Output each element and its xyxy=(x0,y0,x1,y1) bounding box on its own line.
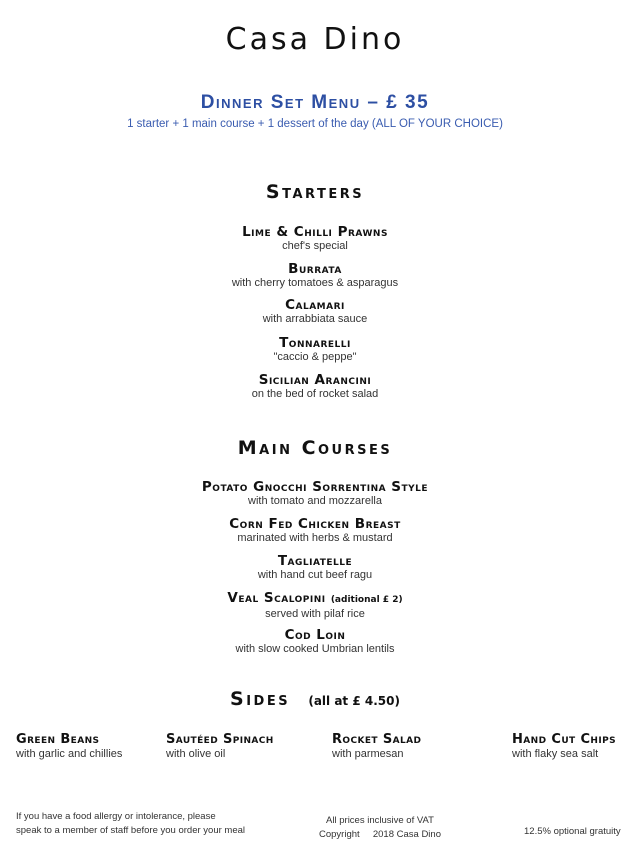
side-description: with flaky sea salt xyxy=(512,748,599,760)
item-name: Calamari xyxy=(285,297,345,313)
side-description: with parmesan xyxy=(332,748,404,760)
menu-item xyxy=(0,479,630,516)
side-name: Green Beans xyxy=(16,732,100,747)
item-description: with cherry tomatoes & asparagus xyxy=(231,277,399,289)
item-description: marinated with herbs & mustard xyxy=(237,532,393,544)
mains-list xyxy=(0,479,630,664)
item-description: with tomato and mozzarella xyxy=(248,495,382,507)
item-name: Lime & Chilli Prawns xyxy=(242,224,388,240)
sides-price-note: (all at £ 4.50) xyxy=(308,694,400,708)
vat-copyright xyxy=(300,814,460,842)
item-description: on the bed of rocket salad xyxy=(251,388,379,400)
item-price-note: (aditional £ 2) xyxy=(330,595,403,605)
item-name: Sicilian Arancini xyxy=(258,372,372,388)
item-name: Potato Gnocchi Sorrentina Style xyxy=(201,479,429,495)
side-item xyxy=(166,732,274,761)
allergy-line-2: speak to a member of staff before you order your meal xyxy=(16,825,245,836)
item-description: chef's special xyxy=(282,240,348,252)
item-description: with slow cooked Umbrian lentils xyxy=(235,643,395,655)
sides-heading xyxy=(0,688,630,710)
item-name: Corn Fed Chicken Breast xyxy=(229,516,401,532)
item-description: "caccio & peppe" xyxy=(273,351,357,363)
menu-item xyxy=(0,335,630,372)
sides-title: Sides xyxy=(230,688,291,710)
item-description: served with pilaf rice xyxy=(265,608,365,620)
restaurant-name: Casa Dino xyxy=(225,22,405,57)
side-name: Rocket Salad xyxy=(332,732,422,747)
item-name: Tonnarelli xyxy=(279,335,351,351)
side-description: with olive oil xyxy=(166,748,226,760)
menu-item xyxy=(0,297,630,335)
starters-heading: Starters xyxy=(265,181,365,203)
item-name xyxy=(0,590,630,608)
menu-item xyxy=(0,224,630,261)
item-description: with hand cut beef ragu xyxy=(257,569,373,581)
item-name: Tagliatelle xyxy=(277,553,353,569)
allergy-line-1: If you have a food allergy or intolerance, please xyxy=(16,811,216,822)
set-menu-title: Dinner Set Menu – £ 35 xyxy=(200,92,430,113)
copyright: Copyright 2018 Casa Dino xyxy=(319,829,441,840)
item-name-text: Veal Scalopini xyxy=(227,590,326,606)
menu-item xyxy=(0,516,630,553)
item-name: Cod Loin xyxy=(284,627,346,643)
side-name: Hand Cut Chips xyxy=(512,732,616,747)
menu-item xyxy=(0,627,630,664)
side-item xyxy=(512,732,616,761)
allergy-notice xyxy=(16,810,245,838)
item-name: Burrata xyxy=(288,261,342,277)
item-description: with arrabbiata sauce xyxy=(262,313,368,325)
side-description: with garlic and chillies xyxy=(16,748,123,760)
mains-heading: Main Courses xyxy=(237,437,393,459)
gratuity-notice: 12.5% optional gratuity xyxy=(524,826,621,837)
starters-list xyxy=(0,224,630,409)
menu-item xyxy=(0,553,630,590)
menu-item xyxy=(0,590,630,627)
side-name: Sautéed Spinach xyxy=(166,732,274,747)
menu-item xyxy=(0,261,630,297)
vat-notice: All prices inclusive of VAT xyxy=(326,815,434,826)
side-item xyxy=(16,732,122,761)
set-menu-subtitle: 1 starter + 1 main course + 1 dessert of the day (ALL OF YOUR CHOICE) xyxy=(127,118,503,130)
menu-item xyxy=(0,372,630,409)
side-item xyxy=(332,732,421,761)
